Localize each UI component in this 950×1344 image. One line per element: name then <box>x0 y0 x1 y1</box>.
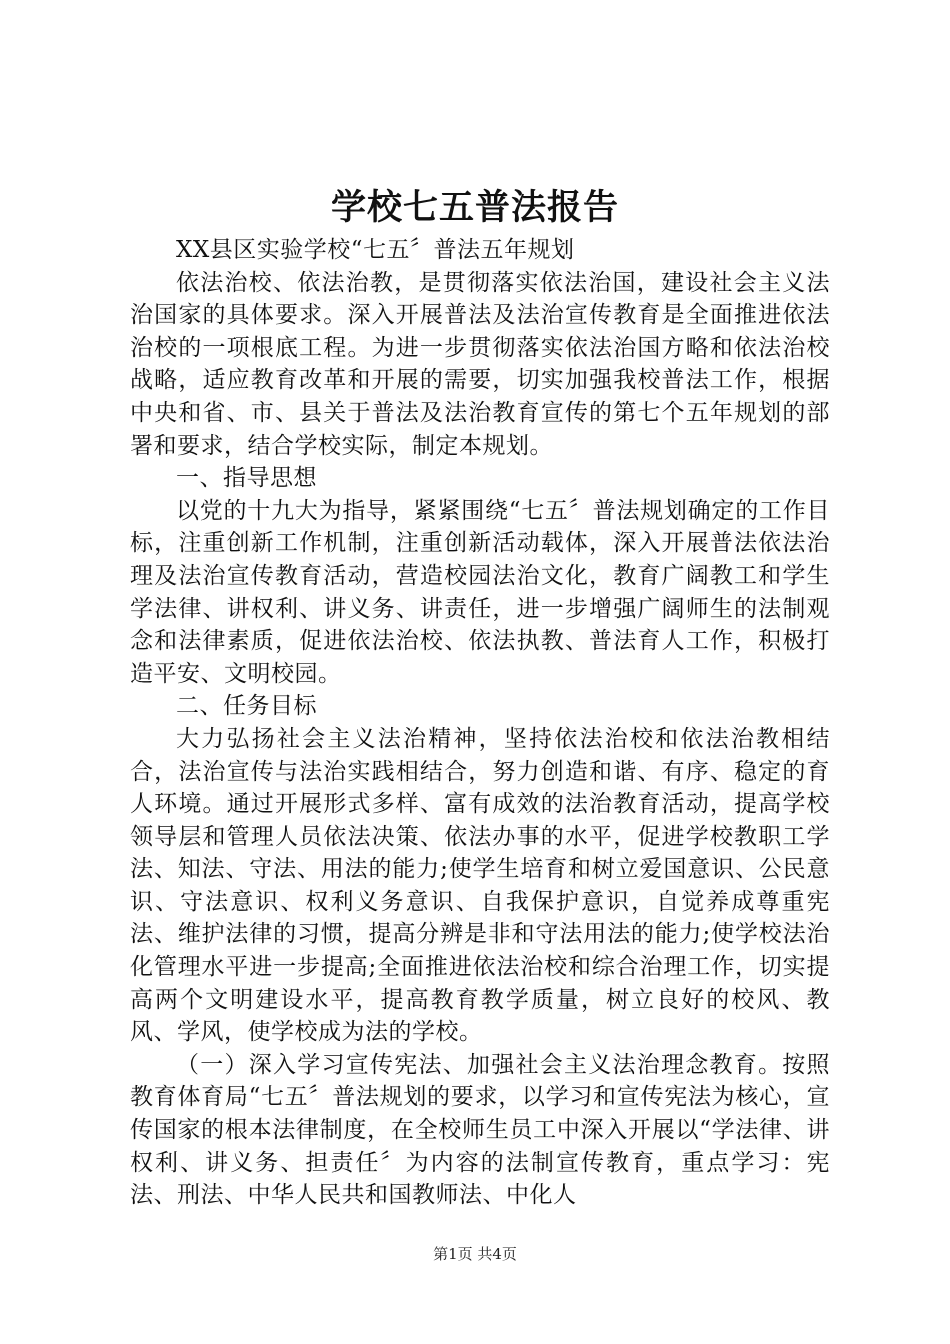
paragraph-intro: 依法治校、依法治教，是贯彻落实依法治国，建设社会主义法治国家的具体要求。深入开展普法及法治宣传教育是全面推进依法治校的一项根底工程。为进一步贯彻落实依法治国方略和依法治校战略，适应教育改革和开展的需要，切实加强我校普法工作，根据中央和省、市、县关于普法及法治教育宣传的第七个五年规划的部署和要求，结合学校实际，制定本规划。 <box>130 269 830 459</box>
paragraph-subtitle: XX县区实验学校“七五〞普法五年规划 <box>176 237 575 263</box>
document-body <box>130 234 830 1212</box>
section-heading-task-goals: 二、任务目标 <box>176 693 317 720</box>
document-title: 学校七五普法报告 <box>330 187 619 228</box>
paragraph-guiding-thought: 以党的十九大为指导，紧紧围绕“七五〞普法规划确定的工作目标，注重创新工作机制，注重创新活动载体，深入开展普法依法治理及法治宣传教育活动，营造校园法治文化，教育广阔教工和学生学法律、讲权利、讲义务、讲责任，进一步增强广阔师生的法制观念和法律素质，促进依法治校、依法执教、普法育人工作，积极打造平安、文明校园。 <box>130 497 830 687</box>
page-footer: 第1页 共4页 <box>433 1245 517 1263</box>
paragraph-item-one: （一）深入学习宣传宪法、加强社会主义法治理念教育。按照教育体育局“七五〞普法规划的要求，以学习和宣传宪法为核心，宣传国家的根本法律制度，在全校师生员工中深入开展以“学法律、讲权利、讲义务、担责任〞为内容的法制宣传教育，重点学习：宪法、刑法、中华人民共和国教师法、中化人 <box>130 1051 830 1209</box>
section-heading-guiding-thought: 一、指导思想 <box>176 465 317 492</box>
paragraph-task-goals: 大力弘扬社会主义法治精神，坚持依法治校和依法治教相结合，法治宣传与法治实践相结合，努力创造和谐、有序、稳定的育人环境。通过开展形式多样、富有成效的法治教育活动，提高学校领导层和管理人员依法决策、依法办事的水平，促进学校教职工学法、知法、守法、用法的能力;使学生培育和树立爱国意识、公民意识、守法意识、权利义务意识、自我保护意识，自觉养成尊重宪法、维护法律的习惯，提高分辨是非和守法用法的能力;使学校法治化管理水平进一步提高;全面推进依法治校和综合治理工作，切实提高两个文明建设水平，提高教育教学质量，树立良好的校风、教风、学风，使学校成为法的学校。 <box>130 725 830 1046</box>
